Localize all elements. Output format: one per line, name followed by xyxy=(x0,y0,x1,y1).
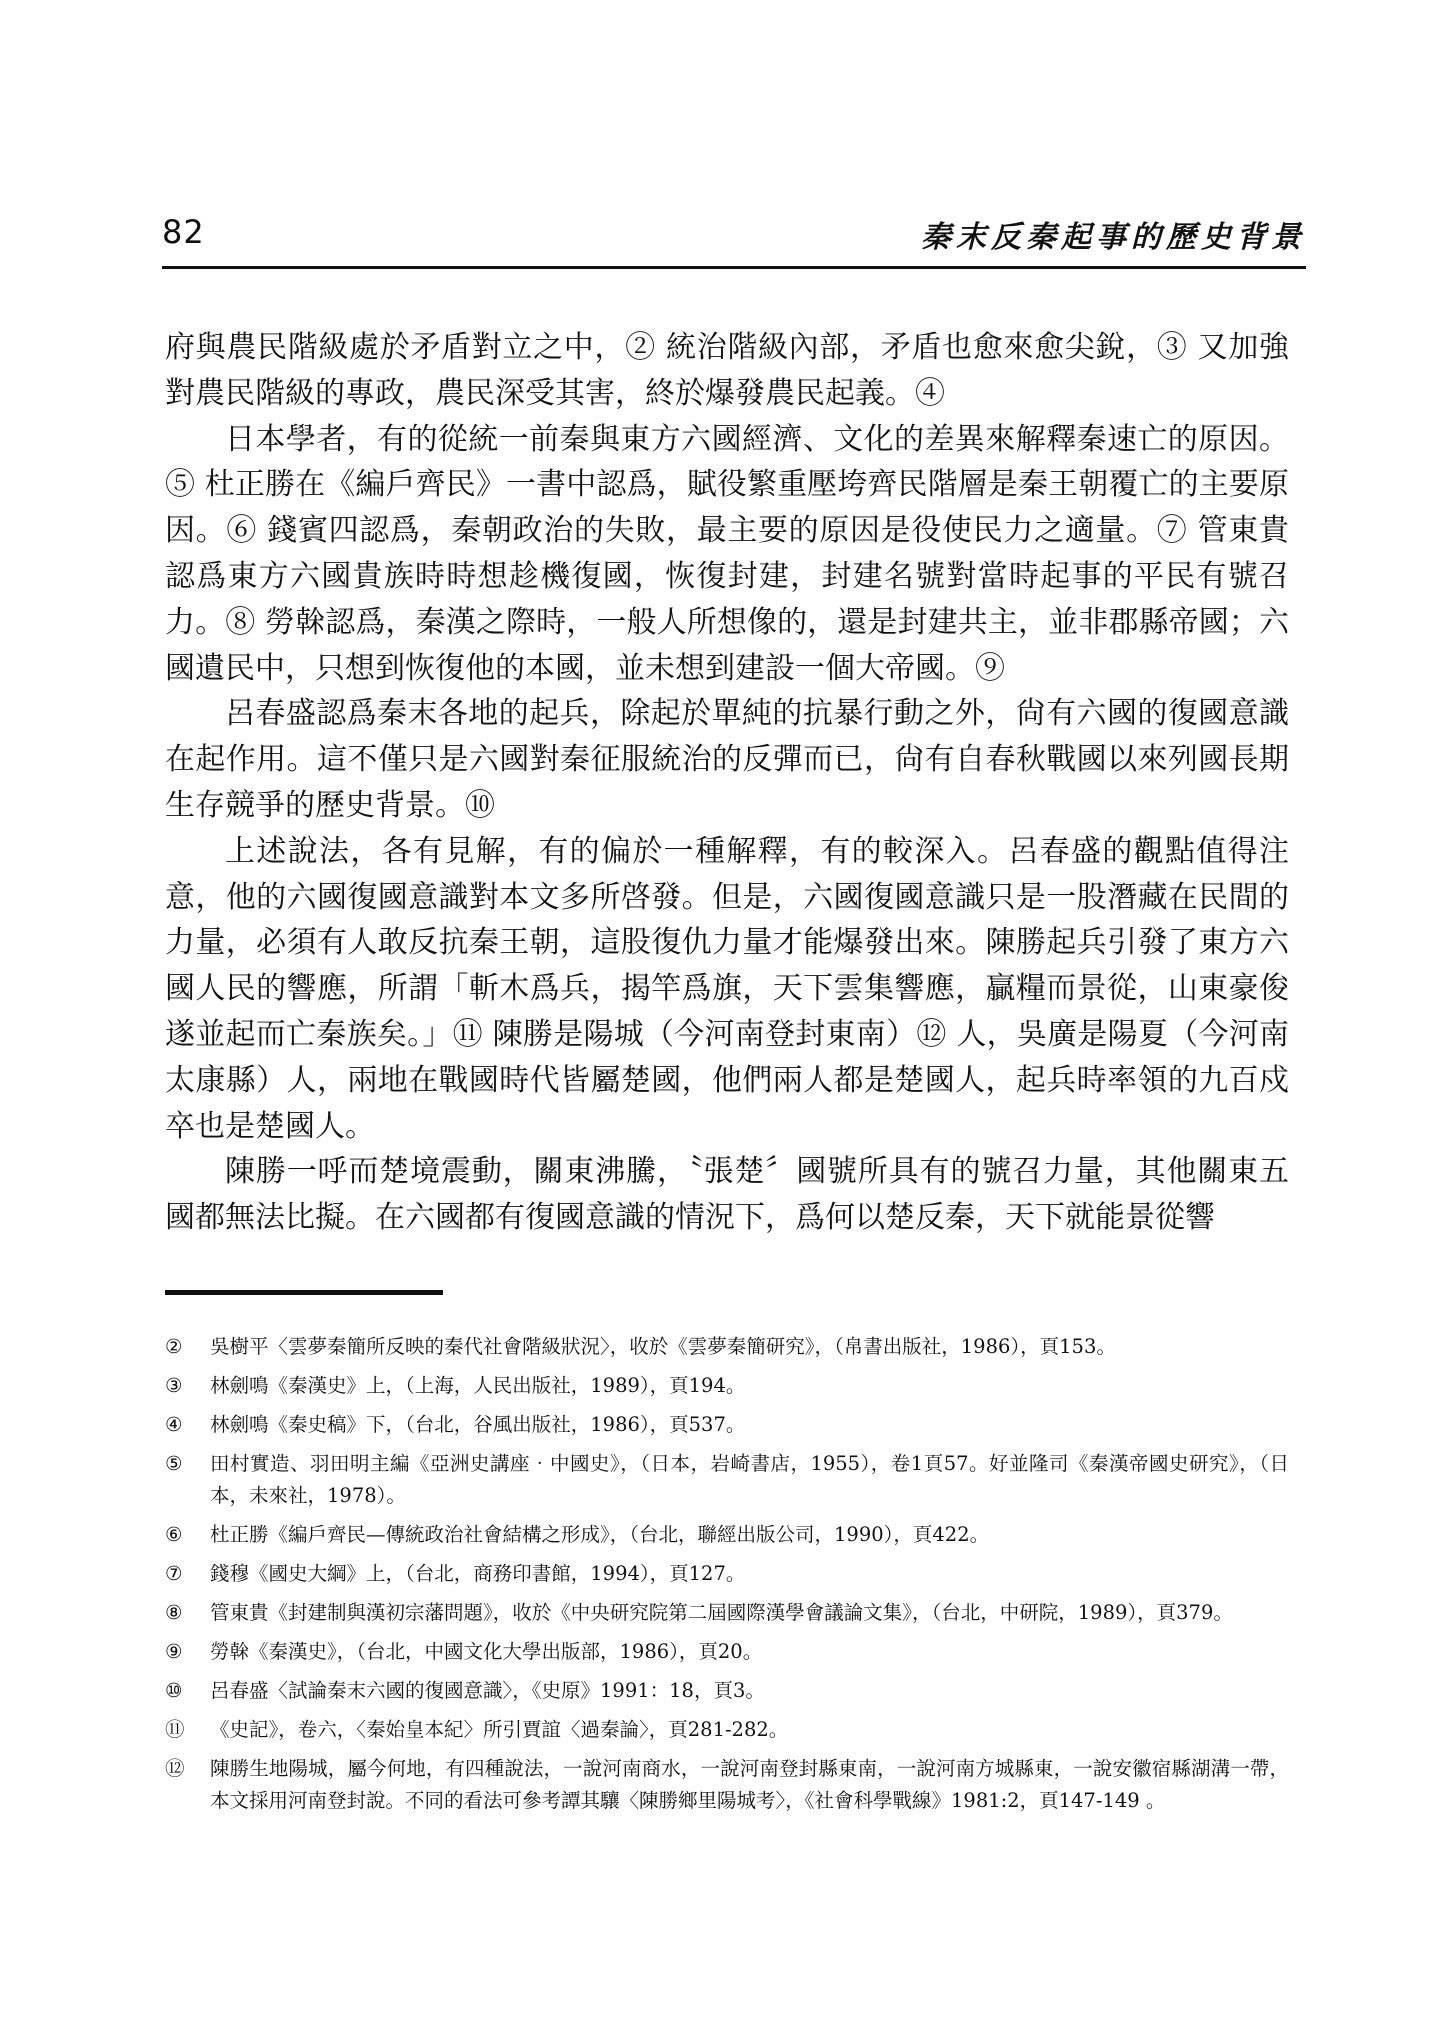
footnote-mark: ⑧ xyxy=(165,1601,183,1624)
footnote-text: 管東貴《封建制與漢初宗藩問題》，收於《中央研究院第二屆國際漢學會議論文集》，（台北，中研院，1989），頁379。 xyxy=(210,1601,1233,1624)
footnote-text: 林劍鳴《秦漢史》上，（上海，人民出版社，1989），頁194。 xyxy=(210,1374,746,1397)
footnote-mark: ⑦ xyxy=(165,1562,183,1585)
footnote-mark: ④ xyxy=(165,1413,183,1436)
footnote-mark: ⑫ xyxy=(165,1757,185,1780)
footnote-text: 吳樹平〈雲夢秦簡所反映的秦代社會階級狀況〉，收於《雲夢秦簡研究》，（帛書出版社，1986），頁153。 xyxy=(210,1335,1116,1358)
footnote-text: 林劍鳴《秦史稿》下，（台北，谷風出版社，1986），頁537。 xyxy=(210,1413,746,1436)
footnote-text: 田村實造、羽田明主編《亞洲史講座‧中國史》，（日本，岩崎書店，1955），卷1頁57。好並隆司《秦漢帝國史研究》，（日本，未來社，1978）。 xyxy=(210,1452,1289,1507)
footnote xyxy=(165,1753,1289,1817)
footnote-separator xyxy=(165,1290,443,1295)
footnote xyxy=(165,1370,1289,1402)
paragraph: 陳勝一呼而楚境震動，關東沸騰，〝張楚〞國號所具有的號召力量，其他關東五國都無法比擬。在六國都有復國意識的情況下，爲何以楚反秦，天下就能景從響 xyxy=(165,1154,1289,1236)
footnote xyxy=(165,1448,1289,1512)
footnote-mark: ⑩ xyxy=(165,1679,183,1702)
footnote-mark: ⑥ xyxy=(165,1523,183,1546)
footnote xyxy=(165,1636,1289,1668)
footnote-text: 勞榦《秦漢史》，（台北，中國文化大學出版部，1986），頁20。 xyxy=(210,1640,763,1663)
footnote-text: 杜正勝《編戶齊民—傳統政治社會結構之形成》，（台北，聯經出版公司，1990），頁422。 xyxy=(210,1523,990,1546)
footnote-mark: ② xyxy=(165,1335,183,1358)
paragraph: 日本學者，有的從統一前秦與東方六國經濟、文化的差異來解釋秦速亡的原因。⑤ 杜正勝在《編戶齊民》一書中認爲，賦役繁重壓垮齊民階層是秦王朝覆亡的主要原因。⑥ 錢賓四認爲，秦朝政治的失敗，最主要的原因是役使民力之適量。⑦ 管東貴認爲東方六國貴族時時想趁機復國，恢復封建，封建名號對當時起事的平民有號召力。⑧ 勞榦認爲，秦漢之際時，一般人所想像的，還是封建共主，並非郡縣帝國；六國遺民中，只想到恢復他的本國，並未想到建設一個大帝國。⑨ xyxy=(165,421,1289,686)
footnote-text: 錢穆《國史大綱》上，（台北，商務印書館，1994），頁127。 xyxy=(210,1562,746,1585)
footnote xyxy=(165,1597,1289,1629)
footnote xyxy=(165,1675,1289,1707)
footnote xyxy=(165,1409,1289,1441)
running-title: 秦末反秦起事的歷史背景 xyxy=(921,220,1306,255)
footnote xyxy=(165,1519,1289,1551)
footnote xyxy=(165,1558,1289,1590)
footnote xyxy=(165,1714,1289,1746)
paragraph: 呂春盛認爲秦末各地的起兵，除起於單純的抗暴行動之外，尙有六國的復國意識在起作用。這不僅只是六國對秦征服統治的反彈而已，尙有自春秋戰國以來列國長期生存競爭的歷史背景。⑩ xyxy=(165,696,1289,823)
footnote-mark: ③ xyxy=(165,1374,183,1397)
footnote-mark: ⑪ xyxy=(165,1718,185,1741)
footnote-text: 呂春盛〈試論秦末六國的復國意識〉，《史原》1991：18，頁3。 xyxy=(210,1679,765,1702)
paragraph: 府與農民階級處於矛盾對立之中，② 統治階級內部，矛盾也愈來愈尖銳，③ 又加強對農民階級的專政，農民深受其害，終於爆發農民起義。④ xyxy=(165,330,1289,411)
footnotes xyxy=(165,1331,1289,1824)
header-rule xyxy=(162,266,1306,269)
footnote-text: 陳勝生地陽城，屬今何地，有四種說法，一說河南商水，一說河南登封縣東南，一說河南方城縣東，一說安徽宿縣湖溝一帶，本文採用河南登封說。不同的看法可參考譚其驤〈陳勝鄉里陽城考〉，《社會科學戰線》1981:2，頁147-149 。 xyxy=(210,1757,1289,1812)
paragraph: 上述說法，各有見解，有的偏於一種解釋，有的較深入。呂春盛的觀點值得注意，他的六國復國意識對本文多所啓發。但是，六國復國意識只是一股潛藏在民間的力量，必須有人敢反抗秦王朝，這股復仇力量才能爆發出來。陳勝起兵引發了東方六國人民的響應，所謂「斬木爲兵，揭竿爲旗，天下雲集響應，贏糧而景從，山東豪俊遂並起而亡秦族矣。」⑪ 陳勝是陽城（今河南登封東南）⑫ 人，吳廣是陽夏（今河南太康縣）人，兩地在戰國時代皆屬楚國，他們兩人都是楚國人，起兵時率領的九百戍卒也是楚國人。 xyxy=(165,833,1289,1144)
footnote-text: 《史記》，卷六，〈秦始皇本紀〉所引賈誼〈過秦論〉，頁281-282。 xyxy=(210,1718,789,1741)
page-number: 82 xyxy=(162,213,205,251)
body-text xyxy=(165,325,1289,1241)
footnote-mark: ⑨ xyxy=(165,1640,183,1663)
footnote-mark: ⑤ xyxy=(165,1452,183,1475)
footnote xyxy=(165,1331,1289,1363)
